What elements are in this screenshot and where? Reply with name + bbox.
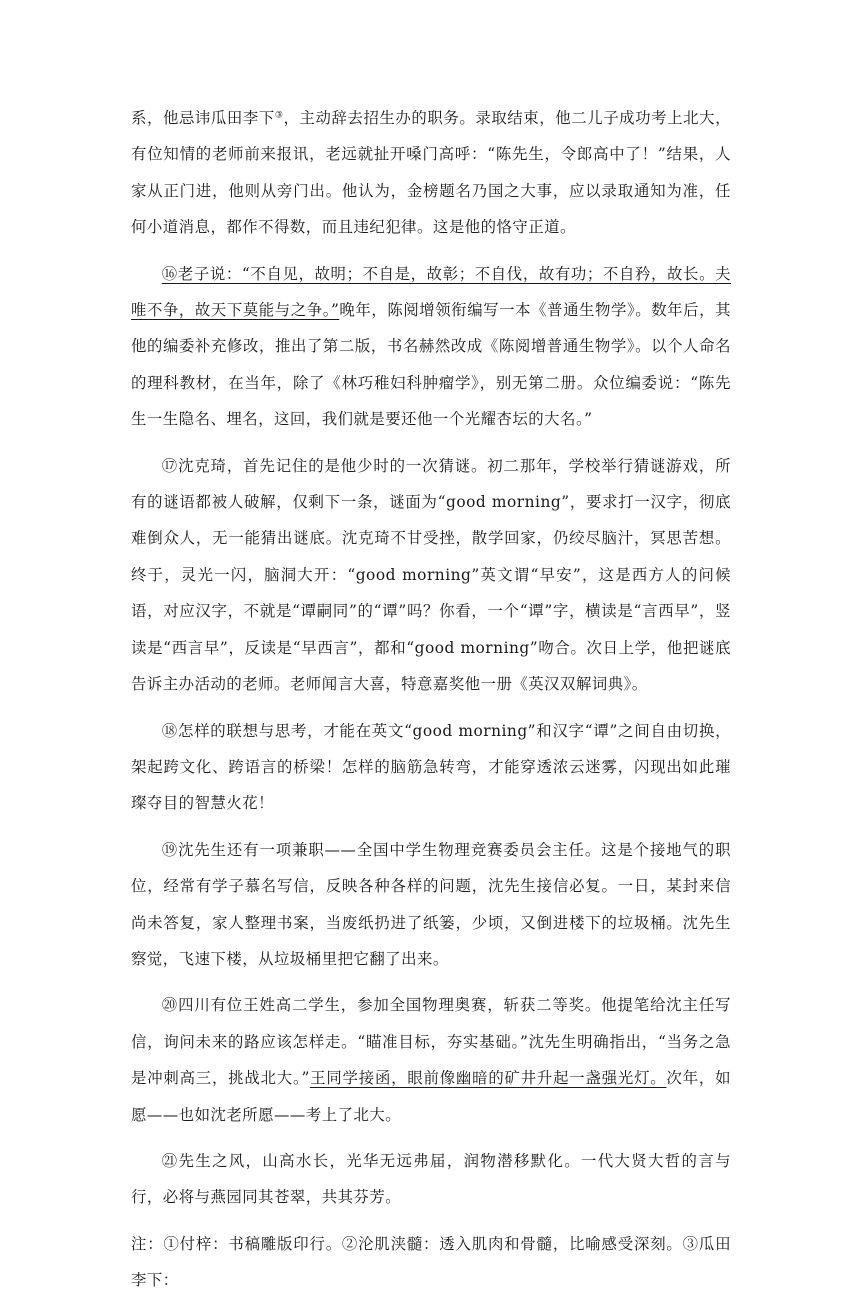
paragraph-text: 次年，如愿——也如沈老所愿——考上了北大。	[131, 1069, 731, 1124]
underlined-quote: ⑯老子说：“不自见，故明；不自是，故彰；不自伐，故有功；不自矜，故长。夫唯不争，故天下莫能与之争。”	[131, 264, 731, 320]
footnotes: 注：①付梓：书稿雕版印行。②沦肌浃髓：透入肌肉和骨髓，比喻感受深刻。③瓜田李下：	[131, 1234, 731, 1290]
paragraph-text: 晚年，陈阅增领衔编写一本《普通生物学》。数年后，其他的编委补充修改，推出了第二版，书名赫然改成《陈阅增普通生物学》。以个人命名的理科教材，在当年，除了《林巧稚妇科肿瘤学》，别无第二册。众位编委说：“陈先生一生隐名、埋名，这回，我们就是要还他一个光耀杏坛的大名。”	[131, 301, 731, 429]
paragraph-text: ⑳四川有位王姓高二学生，参加全国物理奥赛，斩获二等奖。他提笔给沈主任写信，询问未来的路应该怎样走。“瞄准目标，夯实基础。”沈先生明确指出，“当务之急是冲刺高三，挑战北大。”	[131, 996, 731, 1088]
underlined-sentence: 王同学接函，眼前像幽暗的矿井升起一盏强光灯。	[309, 1069, 667, 1088]
paragraph-21: ㉑先生之风，山高水长，光华无远弗届，润物潜移默化。一代大贤大哲的言与行，必将与燕园同其苍翠，共其芬芳。	[131, 1151, 731, 1207]
paragraph-text: ，主动辞去招生办的职务。录取结束，他二儿子成功考上北大，有位知情的老师前来报讯，老远就扯开嗓门高呼：“陈先生，令郎高中了！”结果，人家从正门进，他则从旁门出。他认为，金榜题名乃国之大事，应以录取通知为准，任何小道消息，都作不得数，而且违纪犯律。这是他的恪守正道。	[131, 109, 731, 237]
paragraph-18: ⑱怎样的联想与思考，才能在英文“good morning”和汉字“谭”之间自由切换，架起跨文化、跨语言的桥梁！怎样的脑筋急转弯，才能穿透浓云迷雾，闪现出如此璀璨夺目的智慧火花！	[131, 721, 731, 813]
document-page	[131, 100, 731, 1299]
paragraph-20	[131, 987, 731, 1133]
paragraph-16	[131, 256, 731, 438]
footnote-ref-3: ③	[274, 110, 284, 121]
paragraph-19: ⑲沈先生还有一项兼职——全国中学生物理竞赛委员会主任。这是个接地气的职位，经常有学子慕名写信，反映各种各样的问题，沈先生接信必复。一日，某封来信尚未答复，家人整理书案，当废纸扔进了纸篓，少顷，又倒进楼下的垃圾桶。沈先生察觉，飞速下楼，从垃圾桶里把它翻了出来。	[131, 840, 731, 968]
paragraph-text: 系，他忌讳瓜田李下	[131, 109, 275, 127]
paragraph-17: ⑰沈克琦，首先记住的是他少时的一次猜谜。初二那年，学校举行猜谜游戏，所有的谜语都被人破解，仅剩下一条，谜面为“good morning”，要求打一汉字，彻底难倒众人，无一能猜出谜底。沈克琦不甘受挫，散学回家，仍绞尽脑汁，冥思苦想。终于，灵光一闪，脑洞大开：“good morning”英文谓“早安”，这是西方人的问候语，对应汉字，不就是“谭嗣同”的“谭”吗？你看，一个“谭”字，横读是“言西早”，竖读是“西言早”，反读是“早西言”，都和“good morning”吻合。次日上学，他把谜底告诉主办活动的老师。老师闻言大喜，特意嘉奖他一册《英汉双解词典》。	[131, 456, 731, 694]
paragraph-15-continued	[131, 100, 731, 246]
